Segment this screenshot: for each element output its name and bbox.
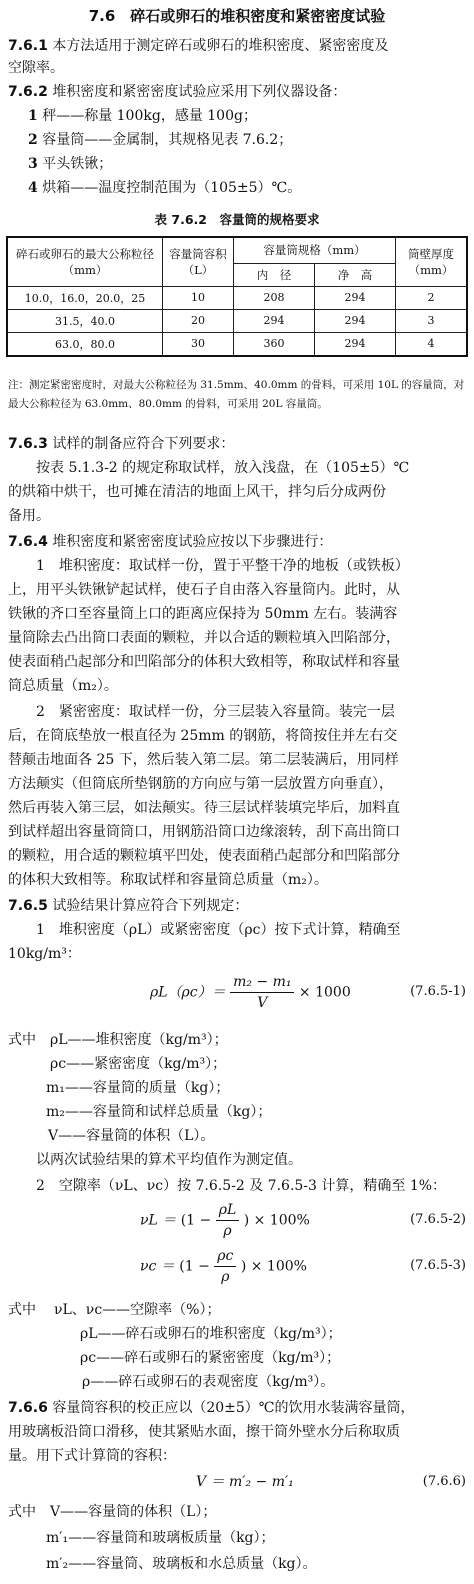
paragraph-line: 以两次试验结果的算术平均值作为测定值。 [36, 1152, 302, 1168]
table-cell: 63.0，80.0 [7, 332, 163, 356]
item-number: 3 [28, 156, 38, 172]
equation-number: (7.6.5-1) [410, 984, 466, 999]
item-number: 2 [28, 132, 38, 148]
fraction-denominator: ρ [221, 1269, 230, 1285]
table-cell: 294 [315, 309, 396, 332]
table-cell: 30 [163, 332, 234, 356]
definition: m′₂——容量筒、玻璃板和水总质量（kg）。 [46, 1556, 317, 1572]
definition: νL、νc——空隙率（%）； [54, 1302, 221, 1318]
clause-7-6-5 [8, 896, 466, 916]
item-text: 平头铁锹； [42, 156, 113, 172]
equation-tail: × 1000 [298, 984, 351, 1001]
definition: ρc——碎石或卵石的紧密密度（kg/m³）； [80, 1350, 341, 1366]
paragraph-line: 量筒除去凸出筒口表面的颗粒，并以合适的颗粒填入凹陷部分， [8, 630, 400, 646]
clause-number: 7.6.3 [8, 436, 48, 452]
definition: m₂——容量筒和试样总质量（kg）； [46, 1104, 272, 1120]
table-row [7, 309, 467, 332]
equation-7-6-5-3 [140, 1246, 307, 1287]
definition: m′₁——容量筒和玻璃板质量（kg）； [46, 1530, 275, 1546]
definition: m₁——容量筒的质量（kg）； [46, 1080, 230, 1096]
item-text: 容量筒——金属制，其规格见表 7.6.2； [42, 132, 293, 148]
equation-part: (1 − [180, 1212, 212, 1229]
equation-7-6-5-2 [140, 1200, 310, 1241]
paragraph-line: 的体积大致相等。称取试样和容量筒总质量（m₂）。 [8, 872, 328, 888]
item-number: 4 [28, 180, 38, 196]
definition: V——容量筒的体积（L）。 [48, 1128, 215, 1144]
paragraph-line: 用玻璃板沿筒口滑移，使其紧贴水面，擦干筒外壁水分后称取质 [8, 1424, 400, 1440]
paragraph-line: 2 空隙率（νL、νc）按 7.6.5-2 及 7.6.5-3 计算，精确至 1%： [36, 1178, 447, 1194]
clause-number: 7.6.5 [8, 898, 48, 914]
paragraph-line: 备用。 [8, 508, 50, 524]
table-cell: 360 [234, 332, 315, 356]
paragraph-line: 然后再装入第三层，如法颠实。待三层试样装填完毕后，加料直 [8, 800, 400, 816]
paragraph-line: 量。用下式计算筒的容积： [8, 1448, 176, 1464]
item-text: 烘箱——温度控制范围为（105±5）℃。 [42, 180, 302, 196]
clause-number: 7.6.1 [8, 38, 48, 54]
clause-7-6-2 [8, 82, 466, 102]
fraction-numerator: m₂ − m₁ [230, 972, 294, 993]
equation-lhs: ρL（ρc）＝ [150, 984, 226, 1001]
equation-number: (7.6.6) [422, 1474, 466, 1489]
table-header-diameter: 内 径 [234, 263, 315, 286]
paragraph-line: 铁锹的齐口至容量筒上口的距离应保持为 50mm 左右。装满容 [8, 606, 398, 622]
clause-7-6-1 [8, 36, 466, 56]
section-title: 7.6 碎石或卵石的堆积密度和紧密密度试验 [88, 7, 386, 25]
where-label: 式中 [8, 1032, 36, 1048]
table-cell: 10.0，16.0，20.0，25 [7, 286, 163, 309]
equation-tail: ) × 100% [243, 1212, 310, 1229]
paragraph-line: 的颗粒，用合适的颗粒填平凹处，使表面稍凸起部分和凹陷部分 [8, 848, 400, 864]
where-label: 式中 [8, 1504, 36, 1520]
table-cell: 3 [396, 309, 468, 332]
equation-7-6-6: V ＝ m′₂ − m′₁ [196, 1474, 294, 1490]
equation-fraction [214, 1246, 236, 1287]
paragraph-line: 使表面稍凸起部分和凹陷部分的体积大致相等，称取试样和容量 [8, 654, 400, 670]
fraction-numerator: ρc [214, 1246, 236, 1267]
equation-part: (1 − [179, 1258, 210, 1275]
clause-text: 本方法适用于测定碎石或卵石的堆积密度、紧密密度及 [52, 38, 389, 54]
clause-text: 堆积密度和紧密密度试验应采用下列仪器设备： [52, 84, 347, 100]
clause-text: 堆积密度和紧密密度试验应按以下步骤进行： [52, 534, 333, 550]
clause-number: 7.6.2 [8, 84, 48, 100]
paragraph-line: 2 紧密密度：取试样一份，分三层装入容量筒。装完一层 [36, 704, 395, 720]
equation-lhs: νL ＝ [140, 1212, 177, 1229]
fraction-numerator: ρL [216, 1200, 240, 1221]
where-label: 式中 [8, 1302, 36, 1318]
table-cell: 294 [315, 332, 396, 356]
item-text: 秤——称量 100kg，感量 100g； [42, 108, 257, 124]
table-header-spec: 容量筒规格（mm） [234, 237, 396, 263]
paragraph-line: 按表 5.1.3-2 的规定称取试样，放入浅盘，在（105±5）℃ [36, 460, 410, 476]
paragraph-line: 1 堆积密度（ρL）或紧密密度（ρc）按下式计算，精确至 [36, 922, 401, 938]
table-cell: 4 [396, 332, 468, 356]
paragraph-line: 10kg/m³： [8, 946, 81, 962]
equip-item-2 [28, 130, 466, 150]
clause-text-cont: 空隙率。 [8, 60, 64, 76]
equation-7-6-5-1 [150, 972, 351, 1013]
clause-text: 试验结果计算应符合下列规定： [52, 898, 249, 914]
definition: ρL——碎石或卵石的堆积密度（kg/m³）； [80, 1326, 342, 1342]
clause-number: 7.6.6 [8, 1400, 48, 1416]
equation-fraction [230, 972, 294, 1013]
table-note: 注：测定紧密密度时，对最大公称粒径为 31.5mm、40.0mm 的骨料，可采用 10L 的容量筒，对最大公称粒径为 63.0mm、80.0mm 的骨料，可采用 20L 容量筒。 [8, 379, 465, 410]
table-cell: 31.5，40.0 [7, 309, 163, 332]
table-cell: 20 [163, 309, 234, 332]
equation-number: (7.6.5-2) [410, 1212, 466, 1227]
paragraph-line: 的烘箱中烘干，也可摊在清洁的地面上风干，拌匀后分成两份 [8, 484, 386, 500]
definition: ρc——紧密密度（kg/m³）； [50, 1056, 227, 1072]
equip-item-3 [28, 154, 466, 174]
paragraph-line: 方法颠实（但筒底所垫钢筋的方向应与第一层放置方向垂直）， [8, 776, 393, 792]
equation-tail: ) × 100% [240, 1258, 307, 1275]
table-cell: 10 [163, 286, 234, 309]
equation-number: (7.6.5-3) [410, 1258, 466, 1273]
clause-text: 试样的制备应符合下列要求： [52, 436, 235, 452]
table-cell: 208 [234, 286, 315, 309]
definition: ρL——堆积密度（kg/m³）； [50, 1032, 228, 1048]
clause-7-6-6 [8, 1398, 466, 1418]
paragraph-line: 上，用平头铁锹铲起试样，使石子自由落入容量筒内。此时，从 [8, 582, 400, 598]
table-cell: 2 [396, 286, 468, 309]
clause-text: 容量筒容积的校正应以（20±5）℃的饮用水装满容量筒， [52, 1400, 415, 1416]
definition: ρ——碎石或卵石的表观密度（kg/m³）。 [82, 1374, 335, 1390]
table-caption: 表 7.6.2 容量筒的规格要求 [154, 212, 320, 227]
paragraph-line: 到试样超出容量筒筒口，用钢筋沿筒口边缘滚转，刮下高出筒口 [8, 824, 400, 840]
table-header-grain-size: 碎石或卵石的最大公称粒径（mm） [7, 237, 163, 286]
table-header-volume: 容量筒容积（L） [163, 237, 234, 286]
table-row [7, 332, 467, 356]
table-cell: 294 [315, 286, 396, 309]
definition: V——容量筒的体积（L）； [50, 1504, 217, 1520]
table-row [7, 286, 467, 309]
table-header-wall: 筒壁厚度（mm） [396, 237, 468, 286]
fraction-denominator: ρ [223, 1223, 232, 1239]
equation-fraction [216, 1200, 240, 1241]
equip-item-4 [28, 178, 466, 198]
equation-lhs: νc ＝ [140, 1258, 175, 1275]
paragraph-line: 筒总质量（m₂）。 [8, 678, 118, 694]
table-header-height: 净 高 [315, 263, 396, 286]
item-number: 1 [28, 108, 38, 124]
clause-number: 7.6.4 [8, 534, 48, 550]
equip-item-1 [28, 106, 466, 126]
clause-7-6-4 [8, 532, 466, 552]
table-cell: 294 [234, 309, 315, 332]
paragraph-line: 替颠击地面各 25 下，然后装入第二层。第二层装满后，用同样 [8, 752, 399, 768]
spec-table [6, 236, 468, 357]
paragraph-line: 1 堆积密度：取试样一份，置于平整干净的地板（或铁板） [36, 558, 409, 574]
clause-7-6-3 [8, 434, 466, 454]
paragraph-line: 后，在筒底垫放一根直径为 25mm 的钢筋，将筒按住并左右交 [8, 728, 398, 744]
fraction-denominator: V [257, 995, 268, 1011]
